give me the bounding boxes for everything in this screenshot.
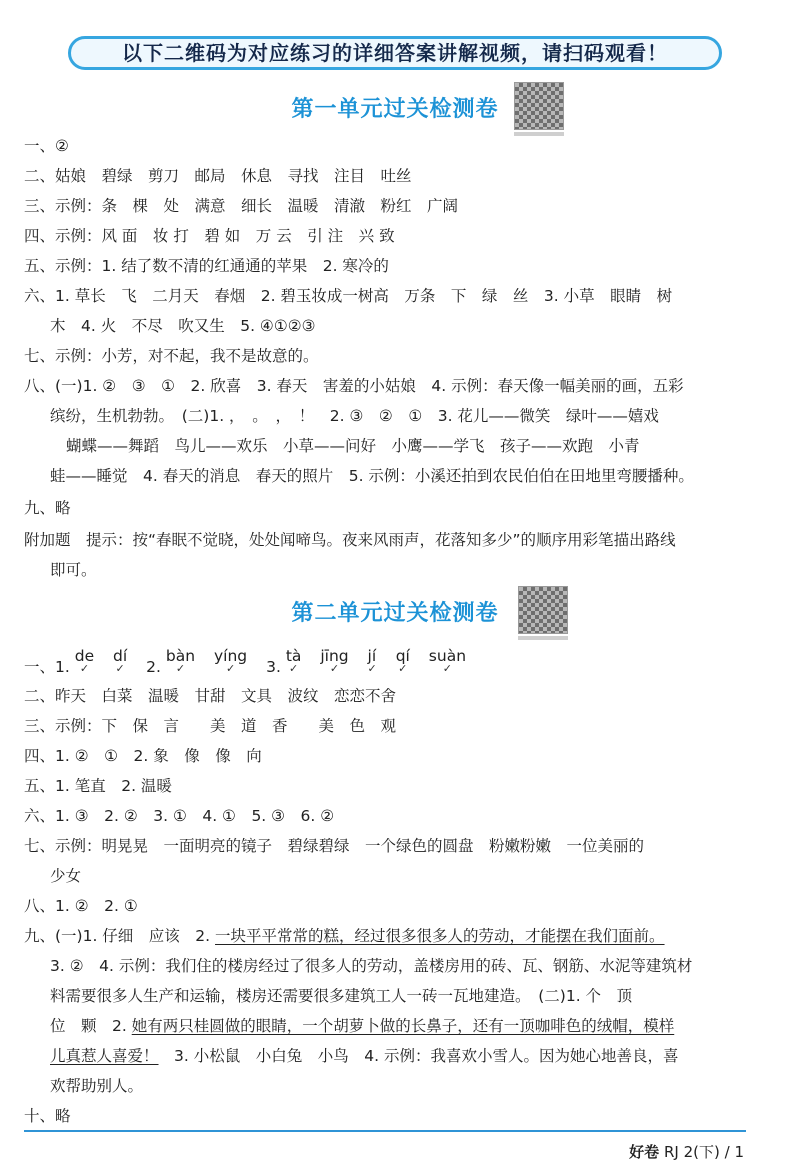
- u2-q1-num2: 2.: [146, 658, 161, 676]
- footer-sep: /: [724, 1143, 730, 1161]
- underlined-answer: 儿真惹人喜爱！: [50, 1047, 159, 1065]
- unit1-title: 第一单元过关检测卷: [291, 97, 499, 122]
- check-icon: ✓: [225, 662, 236, 675]
- u2-q1-prefix: 一、1.: [24, 658, 70, 676]
- check-icon: ✓: [329, 662, 340, 675]
- footer-brand: 好卷: [629, 1143, 660, 1161]
- u2-q1-num3: 3.: [266, 658, 281, 676]
- page-number: 1: [734, 1143, 744, 1161]
- u1-q6: 六、1. 草长 飞 二月天 春烟 2. 碧玉妆成一树高 万条 下 绿 丝 3. 小草 眼睛 树: [24, 287, 673, 305]
- u2-q9: 九、(一)1. 仔细 应该 2. 一块平平常常的糕，经过很多很多人的劳动，才能摆在我们面前。: [24, 927, 665, 945]
- u2-q9-cont4: 儿真惹人喜爱！ 3. 小松鼠 小白兔 小鸟 4. 示例：我喜欢小雪人。因为她心地善良，喜: [50, 1047, 679, 1065]
- pinyin-item: qí ✓: [395, 647, 410, 675]
- check-icon: ✓: [398, 662, 408, 675]
- u2-q9-cont3: 位 颗 2. 她有两只桂圆做的眼睛，一个胡萝卜做的长鼻子，还有一顶咖啡色的绒帽，模样: [50, 1017, 675, 1035]
- pinyin-item: de ✓: [74, 647, 95, 675]
- check-icon: ✓: [79, 662, 90, 675]
- underlined-answer: 一块平平常常的糕，经过很多很多人的劳动，才能摆在我们面前。: [215, 927, 665, 945]
- qr-caption-bar: [514, 132, 564, 136]
- u1-q7: 七、示例：小芳，对不起，我不是故意的。: [24, 347, 319, 365]
- underlined-answer: 她有两只桂圆做的眼睛，一个胡萝卜做的长鼻子，还有一顶咖啡色的绒帽，模样: [131, 1017, 675, 1035]
- check-icon: ✓: [175, 662, 186, 675]
- check-icon: ✓: [442, 662, 453, 675]
- u1-q3: 三、示例：条 棵 处 满意 细长 温暖 清澈 粉红 广阔: [24, 197, 459, 215]
- pinyin-item: bàn ✓: [165, 647, 196, 675]
- u2-q8: 八、1. ② 2. ①: [24, 897, 138, 915]
- pinyin-item: suàn ✓: [428, 647, 467, 675]
- u2-q6: 六、1. ③ 2. ② 3. ① 4. ① 5. ③ 6. ②: [24, 807, 335, 825]
- u1-q2: 二、姑娘 碧绿 剪刀 邮局 休息 寻找 注目 吐丝: [24, 167, 412, 185]
- page-footer: [629, 1141, 744, 1162]
- check-icon: ✓: [367, 662, 377, 675]
- u2-q10: 十、略: [24, 1107, 71, 1125]
- qr-code-icon[interactable]: [518, 586, 568, 634]
- pinyin-item: jí ✓: [367, 647, 377, 675]
- u2-q9-cont5: 欢帮助别人。: [50, 1077, 144, 1095]
- unit2-title: 第二单元过关检测卷: [291, 601, 499, 626]
- u2-q1: [24, 646, 480, 677]
- u1-q6-cont: 木 4. 火 不尽 吹又生 5. ④①②③: [50, 317, 316, 335]
- u2-q7: 七、示例：明晃晃 一面明亮的镜子 碧绿碧绿 一个绿色的圆盘 粉嫩粉嫩 一位美丽的: [24, 837, 645, 855]
- qr-caption-bar: [518, 636, 568, 640]
- u2-q4: 四、1. ② ① 2. 象 像 像 向: [24, 747, 262, 765]
- u2-q9-cont2: 料需要很多人生产和运输，楼房还需要很多建筑工人一砖一瓦地建造。 (二)1. 个 顶: [50, 987, 633, 1005]
- u1-q4: 四、示例：风 面 妆 打 碧 如 万 云 引 注 兴 致: [24, 227, 395, 245]
- pinyin-item: yíng ✓: [213, 647, 248, 675]
- pinyin-item: dí ✓: [113, 647, 128, 675]
- u1-q8: 八、(一)1. ② ③ ① 2. 欣喜 3. 春天 害羞的小姑娘 4. 示例：春天像一幅美丽的画，五彩: [24, 377, 684, 395]
- u2-q9-cont1: 3. ② 4. 示例：我们住的楼房经过了很多人的劳动，盖楼房用的砖、瓦、钢筋、水泥等建筑材: [50, 957, 693, 975]
- footer-divider: [24, 1130, 746, 1132]
- qr-code-icon[interactable]: [514, 82, 564, 130]
- u1-q9: 九、略: [24, 499, 71, 517]
- u2-q2: 二、昨天 白菜 温暖 甘甜 文具 波纹 恋恋不舍: [24, 687, 397, 705]
- footer-code: RJ 2(下): [663, 1143, 720, 1161]
- check-icon: ✓: [115, 662, 125, 675]
- u1-q5: 五、示例：1. 结了数不清的红通通的苹果 2. 寒冷的: [24, 257, 389, 275]
- u2-q7-cont: 少女: [50, 867, 82, 885]
- u1-q1: 一、②: [24, 137, 69, 155]
- u2-q5: 五、1. 笔直 2. 温暖: [24, 777, 172, 795]
- pinyin-item: tà ✓: [285, 647, 302, 675]
- check-icon: ✓: [288, 662, 299, 675]
- u1-q8-cont2: 蝴蝶——舞蹈 鸟儿——欢乐 小草——问好 小鹰——学飞 孩子——欢跑 小青: [66, 437, 640, 455]
- u1-q8-cont1: 缤纷，生机勃勃。 (二)1. ， 。 ， ！ 2. ③ ② ① 3. 花儿——微笑 绿叶——嬉戏: [50, 407, 659, 425]
- pinyin-item: jīng ✓: [320, 647, 349, 675]
- u1-bonus: 附加题 提示：按“春眠不觉晓，处处闻啼鸟。夜来风雨声，花落知多少”的顺序用彩笔描出路线: [24, 531, 676, 549]
- u1-bonus-cont: 即可。: [50, 561, 97, 579]
- u1-q8-cont3: 蛙——睡觉 4. 春天的消息 春天的照片 5. 示例：小溪还拍到农民伯伯在田地里弯腰播种。: [50, 467, 694, 485]
- video-banner: 以下二维码为对应练习的详细答案讲解视频，请扫码观看！: [68, 36, 722, 70]
- u2-q3: 三、示例：下 保 言 美 道 香 美 色 观: [24, 717, 397, 735]
